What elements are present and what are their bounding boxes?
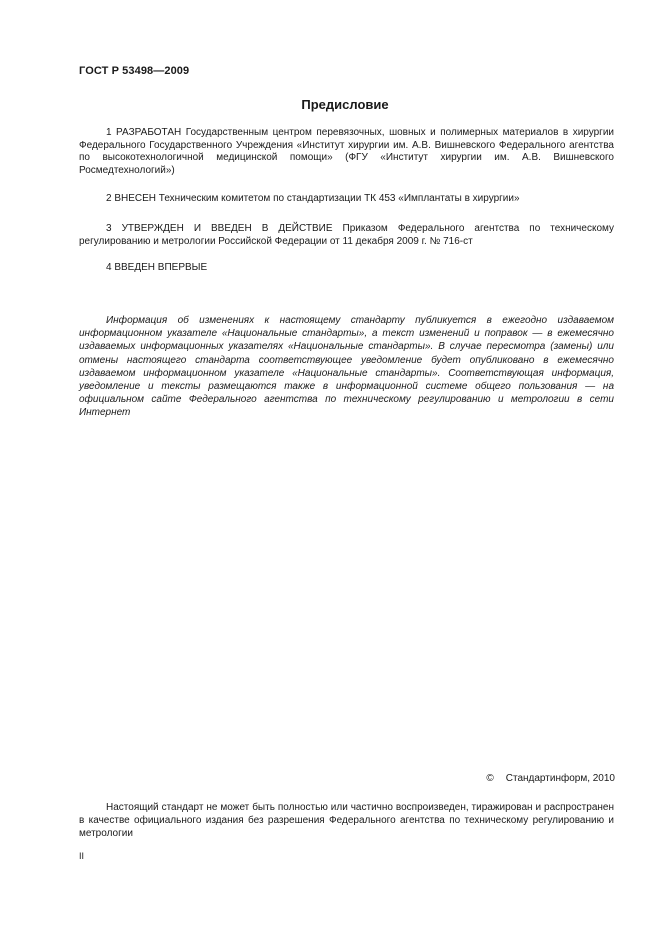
copyright-text: Стандартинформ, 2010 bbox=[505, 773, 615, 784]
copyright-line bbox=[486, 773, 615, 784]
foreword-paragraph-3: 3 УТВЕРЖДЕН И ВВЕДЕН В ДЕЙСТВИЕ Приказом Федерального агентства по техническому регулированию и метрологии Российской Федерации от 11 декабря 2009 г. № 716-ст bbox=[79, 223, 614, 247]
copyright-symbol: © bbox=[486, 773, 494, 784]
foreword-paragraph-2: 2 ВНЕСЕН Техническим комитетом по стандартизации ТК 453 «Имплантаты в хирургии» bbox=[106, 193, 520, 204]
page-number: II bbox=[79, 851, 85, 861]
legal-notice: Настоящий стандарт не может быть полностью или частично воспроизведен, тиражирован и распространен в качестве официального издания без разрешения Федерального агентства по техническому регулированию и метрологии bbox=[79, 802, 614, 840]
changes-info-note: Информация об изменениях к настоящему стандарту публикуется в ежегодно издаваемом информационном указателе «Национальные стандарты», а текст изменений и поправок — в ежемесячно издаваемых информационных указателях «Национальные стандарты». В случае пересмотра (замены) или отмены настоящего стандарта соответствующее уведомление будет опубликовано в ежемесячно издаваемом информационном указателе «Национальные стандарты». Соответствующая информация, уведомление и тексты размещаются также в информационной системе общего пользования — на официальном сайте Федерального агентства по техническому регулированию и метрологии в сети Интернет bbox=[79, 315, 614, 419]
foreword-paragraph-4: 4 ВВЕДЕН ВПЕРВЫЕ bbox=[106, 262, 208, 273]
foreword-paragraph-1: 1 РАЗРАБОТАН Государственным центром перевязочных, шовных и полимерных материалов в хирургии Федерального Государственного Учреждения «Институт хирургии им. А.В. Вишневского Федерального агентства по высокотехнологичной медицинской помощи» (ФГУ «Институт хирургии им. А.В. Вишневского Росмедтехнологий») bbox=[79, 127, 614, 176]
standard-number: ГОСТ Р 53498—2009 bbox=[79, 65, 190, 77]
page-title: Предисловие bbox=[301, 97, 389, 112]
